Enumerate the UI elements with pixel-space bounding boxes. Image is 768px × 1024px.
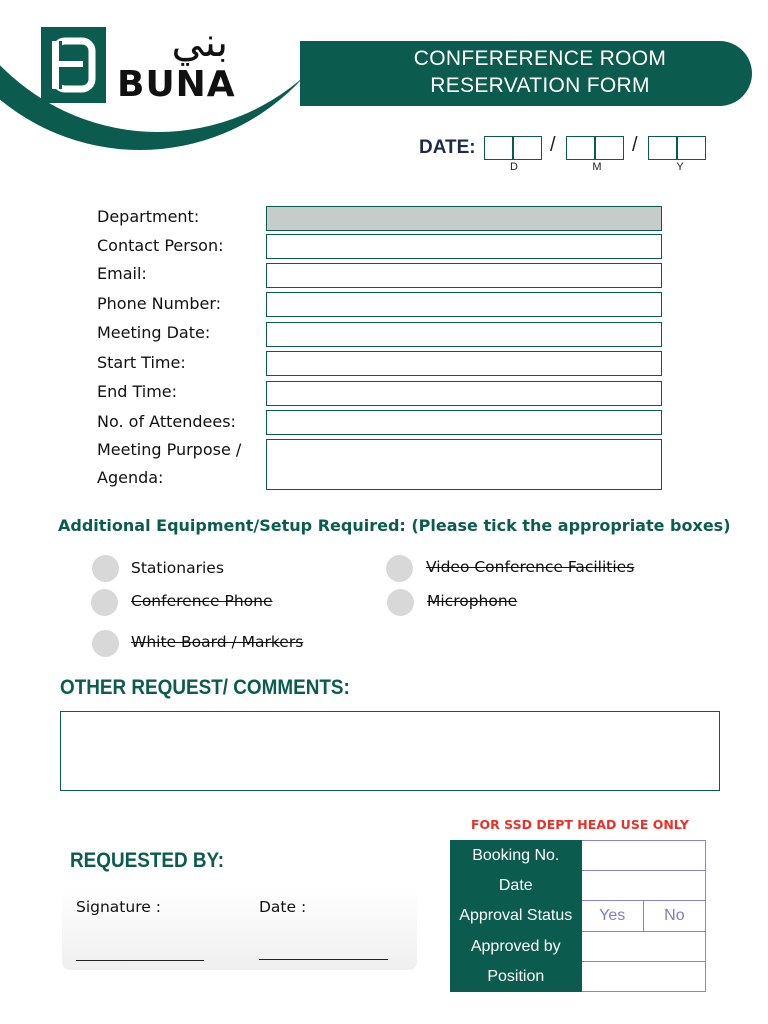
signature-label: Signature :	[76, 898, 161, 916]
conference-phone-label: Conference Phone	[131, 592, 273, 610]
video-conference-checkbox[interactable]	[386, 555, 413, 582]
contact-person-label: Contact Person:	[97, 236, 224, 255]
approval-status-label: Approval Status	[451, 901, 582, 932]
start-time-label: Start Time:	[97, 353, 186, 372]
date-month-digit1[interactable]	[566, 136, 595, 160]
stationaries-label: Stationaries	[131, 559, 224, 577]
ssd-date-field[interactable]	[581, 871, 705, 901]
department-label: Department:	[97, 207, 200, 226]
booking-no-field[interactable]	[581, 841, 705, 871]
meeting-date-label: Meeting Date:	[97, 323, 211, 342]
email-label: Email:	[97, 264, 147, 283]
phone-number-label: Phone Number:	[97, 294, 222, 313]
table-row	[451, 962, 706, 992]
conference-phone-checkbox[interactable]	[91, 589, 118, 616]
date-day-hint: D	[510, 161, 518, 173]
attendees-label: No. of Attendees:	[97, 412, 236, 431]
video-conference-label: Video Conference Facilities	[426, 558, 635, 576]
meeting-date-field[interactable]	[266, 322, 662, 347]
contact-person-field[interactable]	[266, 234, 662, 259]
brand-arabic-wordmark	[118, 18, 228, 68]
meeting-purpose-label	[97, 436, 241, 492]
table-row	[451, 841, 706, 871]
meeting-purpose-label-line2: Agenda:	[97, 468, 164, 487]
phone-number-field[interactable]	[266, 292, 662, 317]
whiteboard-label: White Board / Markers	[131, 633, 304, 651]
request-date-line[interactable]	[259, 959, 388, 960]
microphone-label: Microphone	[427, 592, 518, 610]
email-field[interactable]	[266, 263, 662, 288]
brand-name: BUNA	[117, 64, 236, 105]
position-label: Position	[451, 962, 582, 992]
approval-yes-option[interactable]: Yes	[582, 901, 644, 931]
department-field[interactable]	[266, 206, 662, 231]
booking-no-label: Booking No.	[451, 841, 582, 871]
start-time-field[interactable]	[266, 351, 662, 376]
form-title-line1: CONFERERENCE ROOM	[413, 47, 667, 70]
date-month-hint: M	[592, 161, 602, 173]
approved-by-field[interactable]	[581, 932, 705, 962]
form-title-line2: RESERVATION FORM	[430, 74, 650, 97]
approval-no-option[interactable]: No	[664, 907, 685, 924]
table-row	[451, 932, 706, 962]
date-year-hint: Y	[676, 161, 684, 173]
request-date-label: Date :	[259, 898, 307, 916]
date-year-digit2[interactable]	[677, 136, 706, 160]
microphone-checkbox[interactable]	[387, 589, 414, 616]
date-day-digit2[interactable]	[513, 136, 542, 160]
date-separator: /	[632, 134, 638, 156]
position-field[interactable]	[581, 962, 705, 992]
ssd-date-label: Date	[451, 871, 582, 901]
brand-arabic-text: بني	[171, 20, 228, 66]
meeting-purpose-label-line1: Meeting Purpose /	[97, 440, 242, 459]
date-label: DATE:	[419, 137, 476, 158]
approved-by-label: Approved by	[451, 932, 582, 962]
equipment-title: Additional Equipment/Setup Required: (Please tick the appropriate boxes)	[58, 516, 731, 535]
signature-line[interactable]	[76, 960, 204, 961]
ssd-approval-table	[450, 840, 706, 992]
requested-by-title: REQUESTED BY:	[70, 849, 225, 872]
attendees-field[interactable]	[266, 410, 662, 435]
date-day-digit1[interactable]	[484, 136, 513, 160]
meeting-purpose-field[interactable]	[266, 439, 662, 490]
comments-field[interactable]	[60, 711, 720, 791]
form-title	[330, 45, 750, 99]
date-month-digit2[interactable]	[595, 136, 624, 160]
end-time-field[interactable]	[266, 381, 662, 406]
ssd-title: FOR SSD DEPT HEAD USE ONLY	[471, 817, 689, 832]
date-year-digit1[interactable]	[648, 136, 677, 160]
whiteboard-checkbox[interactable]	[92, 630, 119, 657]
end-time-label: End Time:	[97, 382, 178, 401]
table-row	[451, 901, 706, 932]
stationaries-checkbox[interactable]	[92, 555, 119, 582]
buna-logo-icon	[41, 27, 106, 103]
date-separator: /	[550, 134, 556, 156]
comments-title: OTHER REQUEST/ COMMENTS:	[60, 676, 350, 699]
table-row	[451, 871, 706, 901]
approval-status-cell	[581, 901, 705, 932]
